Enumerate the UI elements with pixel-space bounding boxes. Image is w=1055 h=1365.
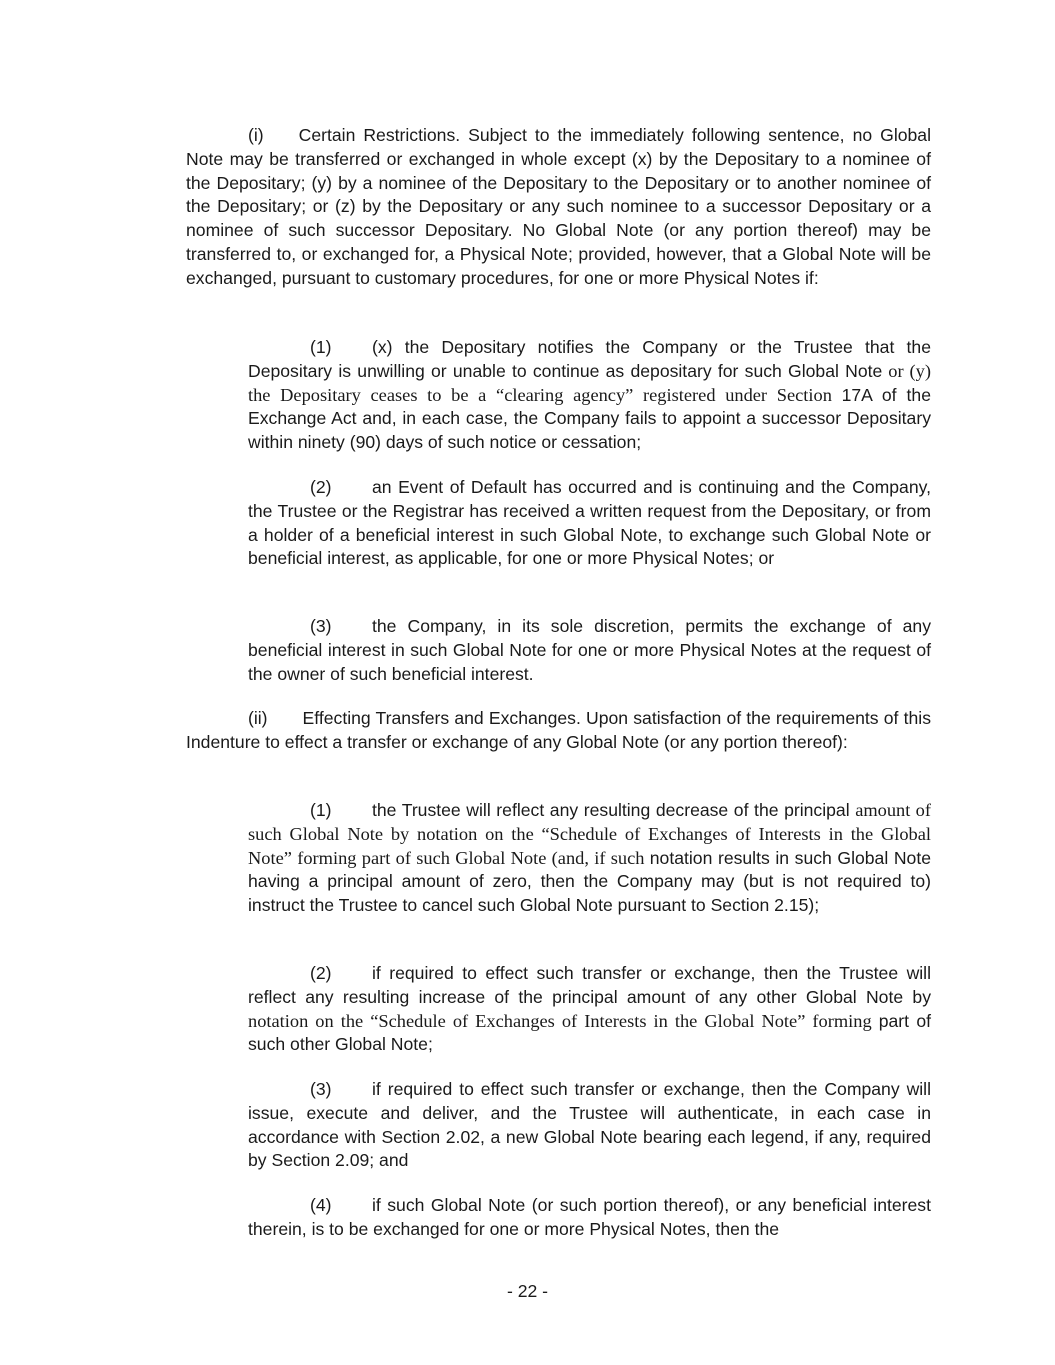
paragraph-ii	[186, 707, 931, 755]
item-i-1-text-b: or (y) the Depositary ceases to be a “clearing agency” registered under Section	[248, 360, 931, 405]
item-ii-1-text-c: notation results in such Global Note having a principal amount of zero, then the Company may (but is not required to) instruct the Trustee to cancel such Global Note pursuant to Section 2.15);	[248, 847, 932, 916]
paragraph-ii-2	[248, 962, 931, 1057]
paragraph-ii-heading: Effecting Transfers and Exchanges.	[302, 708, 581, 728]
paragraph-i-2	[248, 476, 931, 571]
paragraph-i-text: Subject to the immediately following sentence, no Global Note may be transferred or exchanged in whole except (x) by the Depositary to a nominee of the Depositary; (y) by a nominee of the Depositary to the Depositary or to another nominee of the Depositary; or (z) by the Depositary or any such nominee to a successor Depositary or a nominee of such successor Depositary. No Global Note (or any portion thereof) may be transferred to, or exchanged for, a Physical Note; provided, however, that a Global Note will be exchanged, pursuant to customary procedures, for one or more Physical Notes if:	[186, 125, 931, 288]
paragraph-ii-text: Upon satisfaction of the requirements of this Indenture to effect a transfer or exchange of any Global Note (or any portion thereof):	[186, 708, 931, 752]
item-i-2-text: an Event of Default has occurred and is continuing and the Company, the Trustee or the Registrar has received a written request from the Depositary, or from a holder of a beneficial interest in such Global Note, to exchange such Global Note or beneficial interest, as applicable, for one or more Physical Notes; or	[248, 477, 931, 569]
item-i-3-label: (3)	[310, 616, 332, 636]
item-ii-1-text-b: amount of such Global Note by notation on the “Schedule of Exchanges of Interests in the Global Note” forming part of such Global Note (and, if such	[248, 800, 931, 868]
item-i-2-label: (2)	[310, 477, 332, 497]
item-ii-2-label: (2)	[310, 963, 332, 983]
item-ii-4-label: (4)	[310, 1195, 332, 1215]
item-i-1-text-c: 17A of the Exchange Act and, in each case, the Company fails to appoint a successor Depositary within ninety (90) days of such notice or cessation;	[248, 384, 931, 453]
item-ii-1-label: (1)	[310, 800, 332, 820]
paragraph-ii-3	[248, 1078, 931, 1173]
paragraph-ii-1	[248, 799, 931, 918]
paragraph-i-3	[248, 615, 931, 686]
page-number: - 22 -	[506, 1281, 549, 1301]
item-ii-2-text-c: part of such other Global Note;	[248, 1010, 931, 1055]
paragraph-i-label: (i)	[248, 125, 264, 145]
item-i-3-text: the Company, in its sole discretion, permits the exchange of any beneficial interest in such Global Note for one or more Physical Notes at the request of the owner of such beneficial interest.	[248, 616, 931, 684]
item-i-1-label: (1)	[310, 337, 332, 357]
item-ii-3-text: if required to effect such transfer or exchange, then the Company will issue, execute and deliver, and the Trustee will authenticate, in each case in accordance with Section 2.02, a new Global Note bearing each legend, if any, required by Section 2.09; and	[248, 1079, 931, 1171]
paragraph-i	[186, 124, 931, 291]
item-ii-4-text: if such Global Note (or such portion thereof), or any beneficial interest therein, is to be exchanged for one or more Physical Notes, then the	[248, 1195, 931, 1239]
item-ii-1-text-a: the Trustee will reflect any resulting decrease of the principal	[372, 800, 856, 820]
paragraph-i-heading: Certain Restrictions.	[298, 125, 461, 145]
item-i-1-text-a: (x) the Depositary notifies the Company or the Trustee that the Depositary is unwilling or unable to continue as depositary for such Global Note	[248, 337, 931, 381]
paragraph-i-1	[248, 336, 931, 455]
paragraph-ii-4	[248, 1194, 931, 1242]
item-ii-3-label: (3)	[310, 1079, 332, 1099]
paragraph-ii-label: (ii)	[248, 708, 268, 728]
item-ii-2-text-a: if required to effect such transfer or exchange, then the Trustee will reflect any resulting increase of the principal amount of any other Global Note by	[248, 963, 931, 1007]
item-ii-2-text-b: notation on the “Schedule of Exchanges of Interests in the Global Note” forming	[248, 1010, 879, 1031]
